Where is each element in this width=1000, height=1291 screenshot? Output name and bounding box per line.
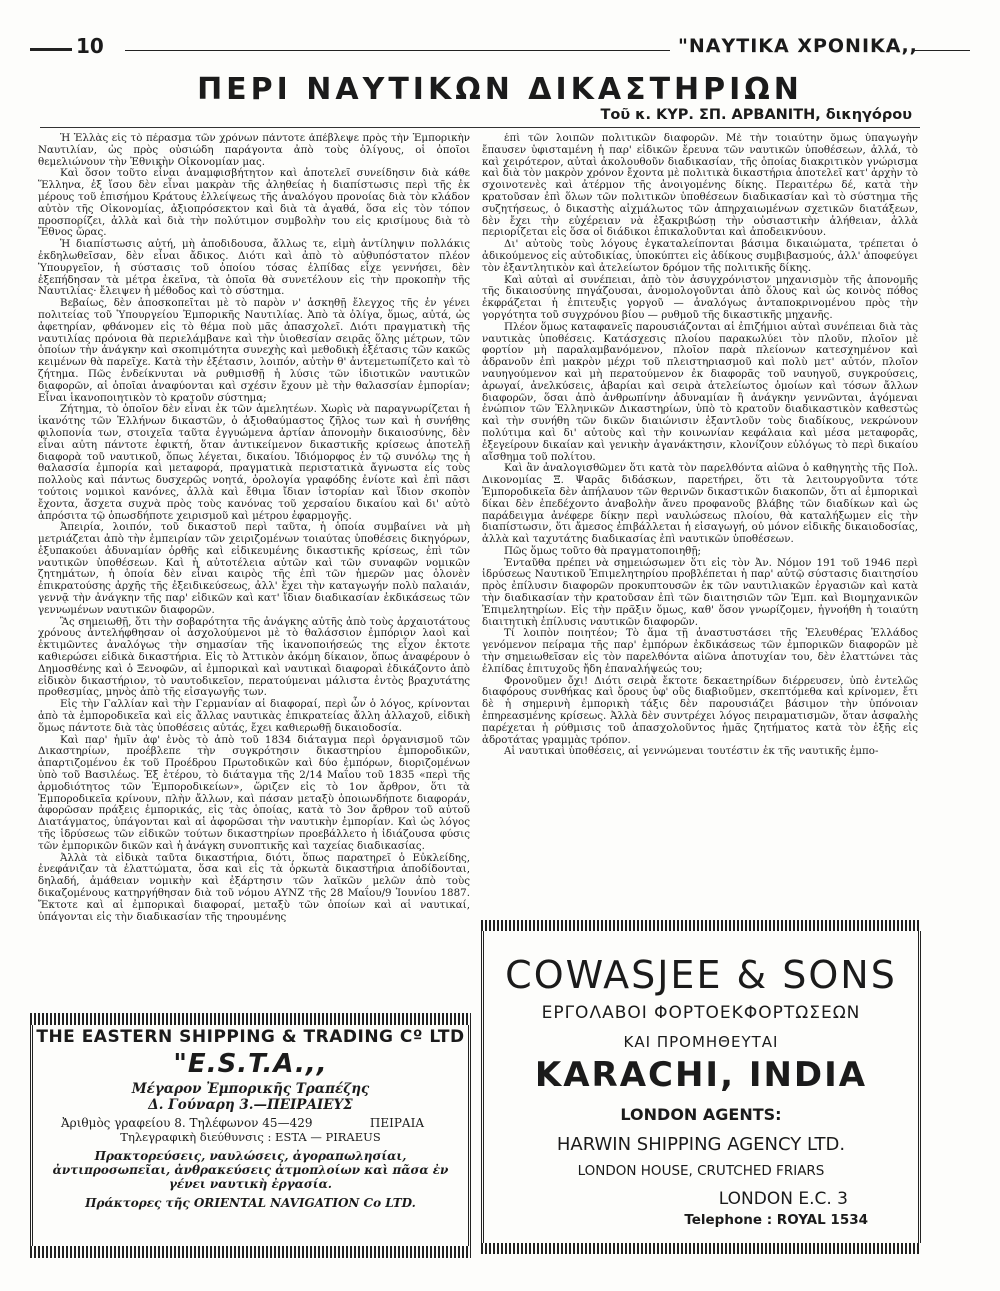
masthead: "ΝΑΥΤΙΚΑ ΧΡΟΝΙΚΑ,, — [678, 35, 918, 57]
article-paragraph: Ἀπειρία, λοιπόν, τοῦ δικαστοῦ περὶ ταῦτα, ἡ ὁποία συμβαίνει νὰ μὴ μετριάζεται ἀπὸ τὴν ἐμπειρίαν τῶν χειριζομένων τοιαύτας ὑποθέσεις δικηγόρων, ἐξυπακούει ἀδυναμίαν ὀρθῆς καὶ εἰδικευμένης δικαστικῆς κρίσεως, ἐπὶ τῶν ναυτικῶν ὑποθέσεων. Καὶ ἡ αὐτοτέλεια αὐτῶν καὶ τῶν συναφῶν νομικῶν ζητημάτων, ἡ ὁποία δὲν εἶναι καιρὸς τῆς ἐπὶ τῶν ἡμερῶν μας ὁλονὲν ἐπικρατούσης ἀρχῆς τῆς ἐξειδικεύσεως, ἀλλ' ἔχει τὴν καταγωγήν πολὺ παλαιάν, γεννᾷ τὴν ἀνάγκην τῆς παρ' εἰδικῶν καὶ κατ' ἴδιαν διαδικασίαν ἐκδικάσεως τῶν γεννωμένων ναυτικῶν διαφορῶν. — [38, 521, 470, 616]
header-rule — [125, 50, 670, 51]
ad-telephone: Telephone : ROYAL 1534 — [684, 1212, 868, 1228]
ad-body — [481, 931, 921, 1243]
article-paragraph: Καὶ παρ' ἡμῖν ἀφ' ἑνὸς τὸ ἀπὸ τοῦ 1834 διάταγμα περὶ ὀργανισμοῦ τῶν Δικαστηρίων, προέβλεπε τὴν συγκρότησιν δικαστηρίου ἐμποροδικῶν, ἀπαρτιζομένου ἐκ τοῦ Προέδρου Πρωτοδικῶν καὶ δύο ἐμπόρων, διοριζομένων ὑπὸ τοῦ Βασιλέως. Ἐξ ἑτέρου, τὸ διάταγμα τῆς 2/14 Μαΐου τοῦ 1835 «περὶ τῆς ἁρμοδιότητος τῶν Ἐμποροδικείων», ὥριζεν εἰς τὸ 1ον ἄρθρον, ὅτι τὰ Ἐμποροδικεῖα κρίνουν, πλὴν ἄλλων, καὶ πάσαν μεταξὺ ὁποιωνδήποτε διαφοράν, ἀφορῶσαν πράξεις ἐμπορικάς, εἰς τὰς ὁποίας, κατὰ τὸ 3ον ἄρθρον τοῦ αὐτοῦ Διατάγματος, ὑπάγονται καὶ αἱ ἀφορῶσαι τὴν ναυτικὴν ἐμπορίαν. Καὶ ὡς λόγος τῆς ἱδρύσεως τῶν εἰδικῶν τούτων δικαστηρίων προεβάλλετο ἡ ἰδιάζουσα φύσις τῶν ἐμπορικῶν δικῶν καὶ ἡ ἀνάγκη συνοπτικῆς καὶ ταχείας διαδικασίας. — [38, 733, 470, 852]
article-paragraph: Δι' αὐτοὺς τοὺς λόγους ἐγκαταλείπονται βάσιμα δικαιώματα, τρέπεται ὁ ἀδικούμενος εἰς αὐτοδικίας, ὑποκύπτει εἰς ἀδίκους συμβιβασμούς, ἀλλ' ἀποφεύγει τὸν ἐξαντλητικὸν καὶ ἀτελείωτον δρόμον τῆς πολιτικῆς δίκης. — [482, 238, 918, 274]
article-paragraph: Ἐνταῦθα πρέπει νὰ σημειώσωμεν ὅτι εἰς τὸν Ἀν. Νόμον 191 τοῦ 1946 περὶ ἱδρύσεως Ναυτικοῦ Ἐπιμελητηρίου προβλέπεται ἡ παρ' αὐτῷ σύστασις διαιτησίου πρὸς ἐπίλυσιν διαφορῶν προκυπτουσῶν ἐκ τῶν ναυτιλιακῶν ἐργασιῶν καὶ κατὰ τὴν διαδικασίαν τὴν κρατοῦσαν ἐπὶ τῶν διαιτησιῶν τῶν Ἐμπ. καὶ Βιομηχανικῶν Ἐπιμελητηρίων. Εἰς τὴν πρᾶξιν ὅμως, καθ' ὅσον γνωρίζομεν, ἠγνοήθη ἡ τοιαύτη διαιτητικὴ ἐπίλυσις ναυτικῶν διαφορῶν. — [482, 556, 918, 628]
article-paragraph: Καὶ αὐταὶ αἱ συνέπειαι, ἀπὸ τὸν ἀσυγχρόνιστον μηχανισμὸν τῆς ἀπονομῆς τῆς δικαιοσύνης πηγάζουσαι, ἀνομολογοῦνται ἀπὸ ὅλους καὶ ὡς κοινὸς πόθος ἐκφράζεται ἡ ἐπιτευξις γοργοῦ — ἀναλόγως ἀνταποκρινομένου πρὸς τὴν γοργότητα τοῦ συγχρόνου βίου — ρυθμοῦ τῆς δικαστικῆς μηχανῆς. — [482, 273, 918, 321]
page-number: 10 — [76, 34, 104, 58]
article-title: ΠΕΡΙ ΝΑΥΤΙΚΩΝ ΔΙΚΑΣΤΗΡΙΩΝ — [197, 72, 803, 107]
article-column-left — [38, 133, 470, 1013]
ad-city: ΠΕΙΡΑΙΑ — [369, 1116, 424, 1130]
ad-postal: LONDON E.C. 3 — [718, 1189, 848, 1209]
article-paragraph: Ἂς σημειωθῇ, ὅτι τὴν σοβαρότητα τῆς ἀνάγκης αὐτῆς ἀπὸ τοὺς ἀρχαιοτάτους χρόνους ἀντελήφθησαν οἱ ἀσχολούμενοι μὲ τὸ θαλάσσιον ἐμπόριον λαοὶ καὶ ἐκτιμῶντες ἀναλόγως τὴν σημασίαν τῆς ἱκανοποιήσεώς της εἶχον ἐκτοτε καθιερώσει εἰδικὰ δικαστήρια. Εἰς τὸ Ἀττικὸν ἀκόμη δίκαιον, ὅπως ἀναφέρουν ὁ Δημοσθένης καὶ ὁ Ξενοφῶν, αἱ ἐμπορικαὶ καὶ ναυτικαὶ διαφοραὶ ἐδικάζοντο ἀπὸ εἰδικὸν δικαστήριον, τὸ ναυτοδικεῖον, περατούμεναι μάλιστα ἐντὸς βραχυτάτης προθεσμίας, μηνὸς ἀπὸ τῆς εἰσαγωγῆς των. — [38, 615, 470, 699]
ad-brand: "E.S.T.A.,, — [173, 1049, 328, 1079]
cowasjee-advertisement — [481, 920, 921, 1256]
byline-rule — [40, 127, 920, 128]
article-paragraph: Αἱ ναυτικαὶ ὑποθέσεις, αἱ γεννώμεναι τουτέστιν ἐκ τῆς ναυτικῆς ἐμπο- — [504, 745, 879, 758]
article-paragraph: Καὶ ἂν ἀναλογισθῶμεν ὅτι κατὰ τὸν παρελθόντα αἰῶνα ὁ καθηγητὴς τῆς Πολ. Δικονομίας Ξ. Ψαρᾶς διδάσκων, παρετήρει, ὅτι τὰ λειτουργοῦντα τότε Ἐμποροδικεῖα δὲν ἀπήλαυον τῶν θερινῶν δικαστικῶν διακοπῶν, ὅτι αἱ ἐμπορικαὶ δίκαι δὲν ἐπεδέχοντο ἀναβολὴν ἄνευ προφανοῦς βλάβης τῶν διαδίκων καὶ ὡς παράδειγμα ἀνέφερε δίκην περὶ ναυλώσεως πλοίου, θὰ καταλήξωμεν εἰς τὴν διαπίστωσιν, ὅτι ἄμεσος ἐπιβάλλεται ἡ εἰσαγωγή, οὐ μόνον εἰδικῆς δικαιοδοσίας, ἀλλὰ καὶ ταχυτάτης διαδικασίας ἐπὶ ναυτικῶν ὑποθέσεων. — [482, 462, 918, 546]
ad-line-1: ΕΡΓΟΛΑΒΟΙ ΦΟΡΤΟΕΚΦΟΡΤΩΣΕΩΝ — [541, 1003, 861, 1023]
article-paragraph: Βεβαίως, δὲν ἀποσκοπεῖται μὲ τὸ παρὸν ν' ἀσκηθῇ ἔλεγχος τῆς ἐν γένει πολιτείας τοῦ Ὑπουργείου Ἐμπορικῆς Ναυτιλίας. Ἀπὸ τὰ ὀλίγα, ὅμως, αὐτά, ὡς ἀφετηρίαν, φθάνομεν εἰς τὸ θέμα ποὺ μᾶς ἀπασχολεῖ. Διότι πραγματικὴ τῆς ναυτιλίας πρόνοια θὰ περιελάμβανε καὶ τὴν ὑιοθεσίαν σειρᾶς ὅλης μέτρων, τῶν ὁποίων τὴν ἀνάγκην καὶ σκοπιμότητα συνεχὴς καὶ μεθοδικὴ ἐξέτασις τῶν κακῶς κειμένων θὰ παρεῖχε. Κατὰ τὴν ἐξέτασιν, λοιπόν, αὐτὴν θ' ἀντεμετωπίζετο καὶ τὸ ζήτημα. Πῶς ἐνδείκνυται νὰ ρυθμισθῇ ἡ λύσις τῶν ἰδιοτικῶν ναυτικῶν διαφορῶν, αἱ ὁποῖαι ἀναφύονται καὶ σχέσιν ἔχουν μὲ τὴν θαλασσίαν ἐμπορίαν; Εἶναι ἱκανοποιητικὸν τὸ κρατοῦν σύστημα; — [38, 297, 470, 404]
ad-office-row — [33, 1116, 468, 1130]
ad-company-name: COWASJEE & SONS — [505, 953, 897, 997]
ad-building: Μέγαρον Ἐμπορικῆς Τραπέζης — [131, 1081, 370, 1097]
ad-company-name: THE EASTERN SHIPPING & TRADING Cº LTD — [36, 1027, 465, 1047]
ad-services: Πρακτορεύσεις, ναυλώσεις, ἀγοραπωλησίαι, ἀντιπροσωπεῖαι, ἀνθρακεύσεις ἀτμοπλοίων καὶ πᾶσα ἐν γένει ναυτικὴ ἐργασία. — [52, 1149, 449, 1191]
article-paragraph: Ἡ διαπίστωσις αὐτή, μὴ ἀποδιδουσα, ἄλλως τε, εἰμὴ ἀντίληψιν πολλάκις ἐκδηλωθεῖσαν, δὲν εἶναι ἄδικος. Διότι καὶ ἀπὸ τὸ αὐθυπόστατον πλέον Ὑπουργεῖον, ἡ σύστασις τοῦ ὁποίου τόσας ἐλπίδας εἶχε γεννήσει, δὲν ἐξεπήδησαν τὰ μέτρα ἐκεῖνα, τὰ ὁποῖα θὰ συνετέλουν εἰς τὴν προκοπὴν τῆς Ναυτιλίας· ἔλειψεν ἡ μέθοδος καὶ τὸ σύστημα. — [38, 238, 470, 298]
article-byline: Τοῦ κ. ΚΥΡ. ΣΠ. ΑΡΒΑΝΙΤΗ, δικηγόρου — [600, 107, 912, 123]
ad-agents-heading: LONDON AGENTS: — [620, 1105, 782, 1124]
ad-border-stripe — [30, 1246, 471, 1258]
article-paragraph: Τί λοιπὸν ποιητέον; Τὸ ἅμα τῇ ἀναστυστάσει τῆς Ἐλευθέρας Ἑλλάδος γενόμενον πείραμα τῆς παρ' ἐμπόρων ἐκδικάσεως τῶν ἐμπορικῶν διαφορῶν μὲ τὴν σημειωθεῖσαν εἰς τὸν παρελθόντα αἰῶνα ἀποτυχίαν του, δὲν ἐλαττώνει τὰς ἐλπίδας ἐπιτυχοῦς ἤδη ἐπαναλήψεώς του; — [482, 627, 918, 675]
ad-city: KARACHI, INDIA — [534, 1055, 868, 1095]
article-paragraph: Ἡ Ἑλλὰς εἰς τὸ πέρασμα τῶν χρόνων πάντοτε ἀπέβλεψε πρὸς τὴν Ἐμπορικὴν Ναυτιλίαν, ὡς πρὸς οὐσιώδη παράγοντα ἀπὸ τοὺς ὀλίγους, οἱ ὁποῖοι θεμελιώνουν τὴν Ἐθνικὴν Οἰκονομίαν μας. — [38, 133, 470, 168]
ad-street: Δ. Γούναρη 3.—ΠΕΙΡΑΙΕΥΣ — [148, 1097, 353, 1113]
ad-offices: Ἀριθμὸς γραφείου 8. Τηλέφωνον 45—429 — [61, 1116, 313, 1130]
ad-agents: Πράκτορες τῆς ORIENTAL NAVIGATION Co LTD. — [85, 1196, 416, 1210]
running-header — [30, 34, 970, 64]
ad-border-stripe — [481, 1243, 921, 1254]
esta-advertisement — [30, 1013, 471, 1256]
article-paragraph: Πλέον ὅμως καταφανεῖς παρουσιάζονται αἱ ἐπιζήμιοι αὐταὶ συνέπειαι διὰ τὰς ναυτικὰς ὑποθέσεις. Κατάσχεσις πλοίου παρακωλύει τὸν πλοῦν, πλοῖον μὲ φορτίον μὴ παραλαμβανόμενον, πλοῖον παρὰ πλείονων κατεσχημένον καὶ ἀδρανοῦν ἐπὶ μακρὸν μέχρι τοῦ πλειστηριασμοῦ καὶ πολὺ μετ' αὐτόν, πλοῖον ναυηγούμενον καὶ μὴ περατούμενον ἐκ διαφορᾶς τοῦ ναυηγοῦ, συγκρούσεις, ἀρωγαί, ἀνελκύσεις, ἀβαρίαι καὶ σειρὰ ἀτελείωτος ὁμοίων καὶ τόσων ἄλλων διαφορῶν, ὅσαι ἀπὸ ἀνθρωπίνην ἀδυναμίαν ἢ ἀνάγκην γεννῶνται, ἀγόμεναι ἐνώπιον τῶν Ἑλληνικῶν Δικαστηρίων, ὑπὸ τὸ κρατοῦν διαδικαστικὸν καθεστὼς καὶ τὴν συνήθη τῶν δικῶν διαιώνισιν ἐξαντλοῦν τοὺς διαδίκους, νεκρώνουν πολύτιμα καὶ δι' αὐτοὺς καὶ τὴν κοινωνίαν κεφάλαια καὶ μέσα μεταφορᾶς, ἐξεγείρουν δικαίαν καὶ γενικὴν ἀγανάκτησιν, κλονίζουν εὐλόγως τὸ περὶ δικαίου αἴσθημα τοῦ πολίτου. — [482, 320, 918, 463]
ad-body — [30, 1025, 471, 1246]
header-rule — [30, 48, 72, 51]
article-paragraph: Φρονοῦμεν ὄχι! Διότι σειρὰ ἔκτοτε δεκαετηρίδων διέρρευσεν, ὑπὸ ἐντελῶς διαφόρους συνθήκας καὶ ὅρους ὑφ' οὓς διαβιοῦμεν, σκεπτόμεθα καὶ κρίνομεν, ἔτι δὲ ἡ σημερινὴ ἐμπορικὴ τάξις δὲν παρουσιάζει βάσιμον τὴν ὑπόνοιαν ἐπηρεασμένης κρίσεως. Ἀλλὰ δὲν συντρέχει λόγος πειραματισμῶν, ὅταν ἀσφαλὴς παρέχεται ἡ ρύθμισις τοῦ ἀπασχολοῦντος ἡμᾶς ζητήματος κατὰ τὸν ἑξῆς εἰς ἁδροτάτας γραμμὰς τρόπον. — [482, 674, 918, 746]
ad-agency-name: HARWIN SHIPPING AGENCY LTD. — [556, 1134, 846, 1155]
article-paragraph: Εἰς τὴν Γαλλίαν καὶ τὴν Γερμανίαν αἱ διαφοραί, περὶ ὧν ὁ λόγος, κρίνονται ἀπὸ τὰ ἐμποροδικεῖα καὶ εἰς ἄλλας ναυτικὰς ἐπικρατείας ἄλλη ἀλλαχοῦ, εἰδικὴ ὅμως πάντοτε διὰ τὰς ὑποθέσεις αὐτάς, ἔχει καθιερωθῇ δικαιοδοσία. — [38, 698, 470, 734]
ad-line-2: ΚΑΙ ΠΡΟΜΗΘΕΥΤΑΙ — [623, 1033, 779, 1051]
ad-address: LONDON HOUSE, CRUTCHED FRIARS — [577, 1163, 825, 1179]
article-paragraph: Ἀλλὰ τὰ εἰδικὰ ταῦτα δικαστήρια, διότι, ὅπως παρατηρεῖ ὁ Εὐκλείδης, ἐνεφάνιζαν τὰ ἐλαττώματα, ὅσα καὶ εἰς τὰ ὁρκωτὰ δικαστήρια ἀποδίδονται, δηλαδή, ἀμάθειαν νομικὴν καὶ ἐξάρτησιν τῶν λαϊκῶν μελῶν ἀπὸ τοὺς δικαζομένους κατηργήθησαν διὰ τοῦ νόμου ΑΥΝΖ τῆς 28 Μαΐου/9 Ἰουνίου 1887. Ἔκτοτε καὶ αἱ ἐμπορικαὶ διαφοραί, μεταξὺ τῶν ὁποίων καὶ αἱ ναυτικαί, ὑπάγονται εἰς τὴν διαδικασίαν τῆς τηρουμένης — [38, 851, 470, 923]
article-paragraph: ἐπὶ τῶν λοιπῶν πολιτικῶν διαφορῶν. Μὲ τὴν τοιαύτην ὅμως ὑπαγωγὴν ἔπαυσεν ὑφισταμένη ἡ παρ' εἰδικῶν ἔρευνα τῶν ναυτικῶν ὑποθέσεων, ἀλλά, τὸ καὶ χειρότερον, αὐταὶ ἀκολουθοῦν διαδικασίαν, τῆς ὁποίας διακριτικὸν γνώρισμα καὶ διὰ τὸν μακρὸν χρόνον ἔχοντα μὲ πολιτικὰ δικαστήρια ἀποτελεῖ κατ' ἀρχὴν τὸ σχοινοτενὲς καὶ ἀτέρμον τῆς ἀνοιγομένης δίκης. Περαιτέρω δέ, κατὰ τὴν κρατοῦσαν ἐπὶ ὅλων τῶν πολιτικῶν ὑποθέσεων διαδικασίαν καὶ τὸ σύστημα τῆς συζητήσεως, ὁ δικαστὴς αἰχμάλωτος τῶν ἀπηρχαιωμένων σχετικῶν διατάξεων, δὲν ἔχει τὴν εὐχέρειαν νὰ ἐξακριβώσῃ τὴν οὐσιαστικὴν ἀλήθειαν, ἀλλὰ περιορίζεται εἰς ὅσα οἱ διάδικοι ἐπικαλοῦνται καὶ ἀποδεικνύουν. — [482, 133, 918, 239]
article-column-right — [482, 133, 918, 807]
ad-border-stripe — [481, 920, 921, 931]
article-paragraph: Πῶς ὅμως τοῦτο θὰ πραγματοποιηθῇ; — [504, 544, 701, 557]
ad-border-stripe — [30, 1013, 471, 1025]
header-rule — [913, 50, 970, 51]
article-paragraph: Καὶ ὅσον τοῦτο εἶναι ἀναμφισβήτητον καὶ ἀποτελεῖ συνείδησιν διὰ κάθε Ἕλληνα, ἐξ ἴσου δὲν εἶναι μακρὰν τῆς ἀληθείας ἡ διαπίστωσις περὶ τῆς ἐκ μέρους τοῦ ἐπισήμου Κράτους ἐλλείψεως τῆς ἀναλόγου προνοίας διὰ τὸν κλάδον αὐτὸν τῆς Οἰκονομίας, ἀξιοπρόσεκτον καὶ διὰ τὰ ἀγαθά, ὅσα εἰς τὸν τόπον προσπορίζει, ἀλλὰ καὶ διὰ τὴν πολύτιμον συμβολὴν του εἰς κρισίμους διὰ τὸ Ἔθνος ὥρας. — [38, 167, 470, 239]
ad-telegraph: Τηλεγραφικὴ διεύθυνσις : ESTA — PIRAEUS — [120, 1130, 381, 1144]
article-paragraph: Ζήτημα, τὸ ὁποῖον δὲν εἶναι ἐκ τῶν ἀμελητέων. Χωρὶς νὰ παραγνωρίζεται ἡ ἱκανότης τῶν Ἑλλήνων δικαστῶν, ὁ ἀξιοθαύμαστος ζῆλος των καὶ ἡ συνήθης φιλοπονία των, στοιχεῖα ταῦτα ἐγγυώμενα ἀρτίαν ἀπονομὴν δικαιοσύνης, δὲν εἶναι αὐτη πάντοτε ἐφικτή, ὅταν ἀντικείμενον δικαστικῆς κρίσεως ἀποτελῇ διαφορὰ τοῦ ναυτικοῦ, ὅπως λέγεται, δικαίου. Ἰδιόμορφος ἐν τῷ συνόλῳ της ἡ θαλασσία ἐμπορία καὶ μεταφορά, πραγματικὰ περιστατικὰ ἄγνωστα εἰς τοὺς πολλοὺς καὶ πάντως δυσχερῶς νοητά, ὁρολογία γραφόδης ἐνίοτε καὶ ἐπὶ πᾶσι τούτοις νομικοὶ κανόνες, ἀλλὰ καὶ ἔθιμα ἴδιαν ἰστορίαν καὶ ἴδιον σκοπὸν ἔχοντα, ἄσχετα συχνὰ πρὸς τοὺς κανόνας τοῦ χερσαίου δικαίου καὶ δι' αὐτὸ ἀπρόσιτα τῷ ὁπωσδήποτε χειρισμοῦ καὶ μέτρου ἐφαρμογῆς. — [38, 403, 470, 522]
